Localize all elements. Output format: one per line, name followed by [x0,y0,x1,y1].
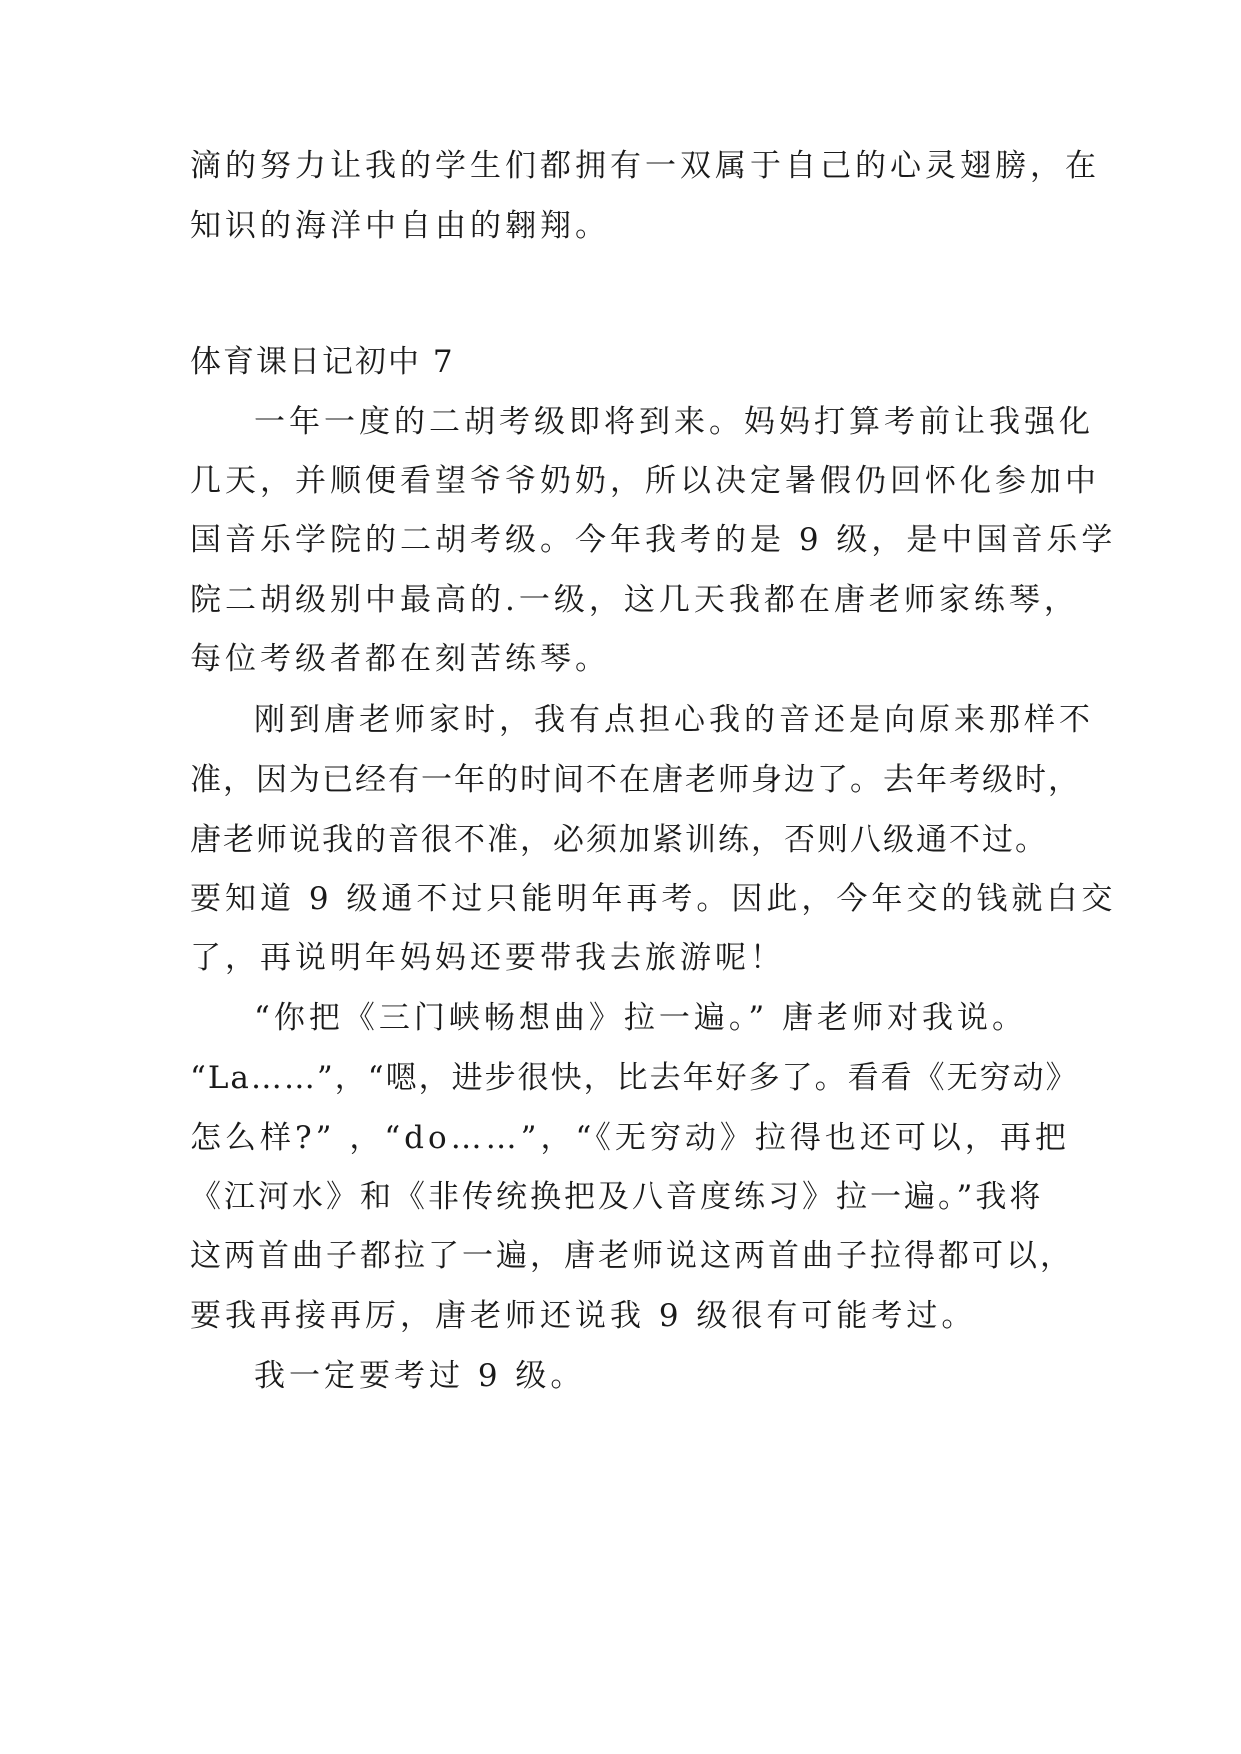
body-line-17: 我一定要考过 9 级。 [254,1358,586,1394]
body-line-1: 一年一度的二胡考级即将到来。妈妈打算考前让我强化 [254,404,1094,440]
body-line-8: 唐老师说我的音很不准，必须加紧训练，否则八级通不过。 [190,822,1048,858]
body-line-12: “La……”，“嗯，进步很快，比去年好多了。看看《无穷动》 [190,1060,1079,1096]
body-line-13: 怎么样?” ，“do……”，“《无穷动》拉得也还可以，再把 [190,1120,1070,1156]
body-line-15: 这两首曲子都拉了一遍，唐老师说这两首曲子拉得都可以， [190,1238,1074,1274]
body-line-9: 要知道 9 级通不过只能明年再考。因此，今年交的钱就白交 [190,881,1117,917]
body-line-10: 了，再说明年妈妈还要带我去旅游呢！ [190,940,785,976]
body-line-6: 刚到唐老师家时，我有点担心我的音还是向原来那样不 [254,702,1094,738]
intro-line-1: 滴的努力让我的学生们都拥有一双属于自己的心灵翅膀，在 [190,148,1100,184]
body-line-11: “你把《三门峡畅想曲》拉一遍。” 唐老师对我说。 [254,1000,1028,1036]
body-line-16: 要我再接再厉，唐老师还说我 9 级很有可能考过。 [190,1298,977,1334]
section-title: 体育课日记初中 7 [190,344,455,380]
body-line-5: 每位考级者都在刻苦练琴。 [190,641,610,677]
body-line-4: 院二胡级别中最高的.一级，这几天我都在唐老师家练琴， [190,582,1079,618]
body-line-3: 国音乐学院的二胡考级。今年我考的是 9 级，是中国音乐学 [190,522,1117,558]
intro-line-2: 知识的海洋中自由的翱翔。 [190,208,610,244]
body-line-2: 几天，并顺便看望爷爷奶奶，所以决定暑假仍回怀化参加中 [190,463,1100,499]
body-line-7: 准，因为已经有一年的时间不在唐老师身边了。去年考级时， [190,762,1081,798]
body-line-14: 《江河水》和《非传统换把及八音度练习》拉一遍。”我将 [190,1179,1044,1215]
